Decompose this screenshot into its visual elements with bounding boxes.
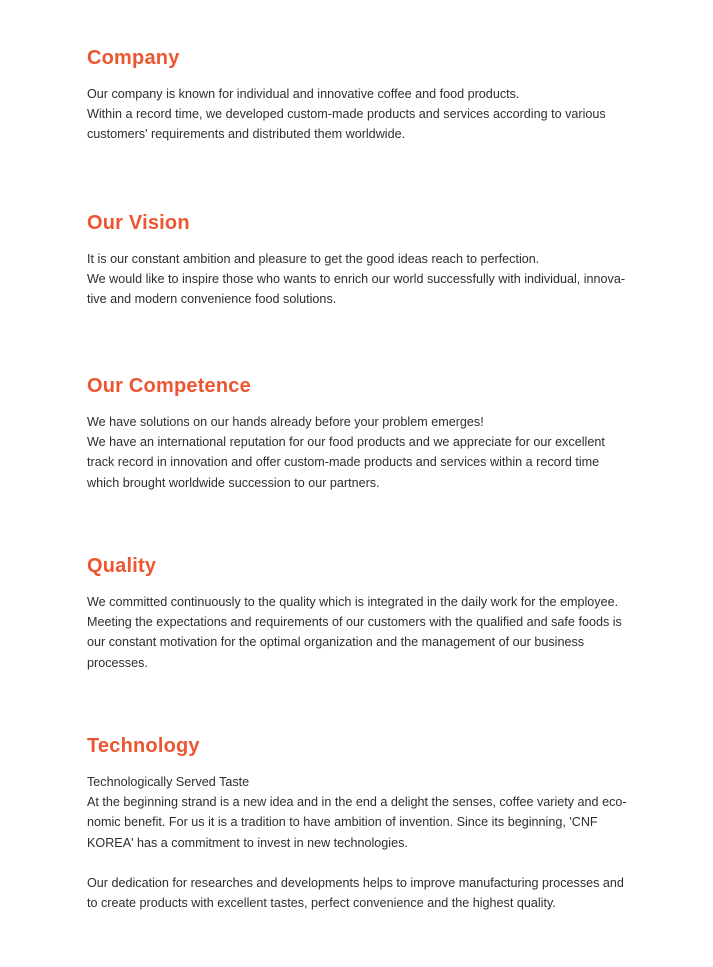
section-paragraph: Our company is known for individual and innovative coffee and food products. Within a record time, we developed custom-made products and services according to various customers' requirements and distributed them worldwide. [87,87,606,142]
section-paragraph: Our dedication for researches and developments helps to improve manufacturing processes and to create products with excellent tastes, perfect convenience and the highest quality. [87,875,624,911]
section-paragraph: It is our constant ambition and pleasure to get the good ideas reach to perfection. We would like to inspire those who wants to enrich our world successfully with individual, innova- tive and modern convenience food solutions. [87,252,626,307]
section-technology [87,734,647,913]
section-our-competence [87,374,647,493]
section-heading: Our Vision [87,212,190,234]
section-heading: Our Competence [87,375,251,397]
section-body [87,592,647,673]
section-heading: Technology [87,735,200,757]
section-body [87,412,647,493]
section-body [87,249,647,310]
section-heading: Quality [87,555,157,577]
section-body [87,772,647,913]
section-paragraph: Technologically Served Taste At the beginning strand is a new idea and in the end a delight the senses, coffee variety and eco- nomic benefit. For us it is a tradition to have ambition of invention. Since its beginning, 'CNF KOREA' has a commitment to invest in new technologies. [87,775,627,850]
section-paragraph: We committed continuously to the quality which is integrated in the daily work for the employee. Meeting the expectations and requirements of our customers with the qualified and safe foods is our constant motivation for the optimal organization and the management of our business processes. [87,595,622,670]
section-our-vision [87,211,647,310]
section-heading: Company [87,47,180,69]
section-body [87,84,647,145]
section-company [87,46,647,145]
section-quality [87,554,647,673]
section-paragraph: We have solutions on our hands already before your problem emerges! We have an international reputation for our food products and we appreciate for our excellent track record in innovation and offer custom-made products and services within a record time which brought worldwide succession to our partners. [87,415,605,490]
